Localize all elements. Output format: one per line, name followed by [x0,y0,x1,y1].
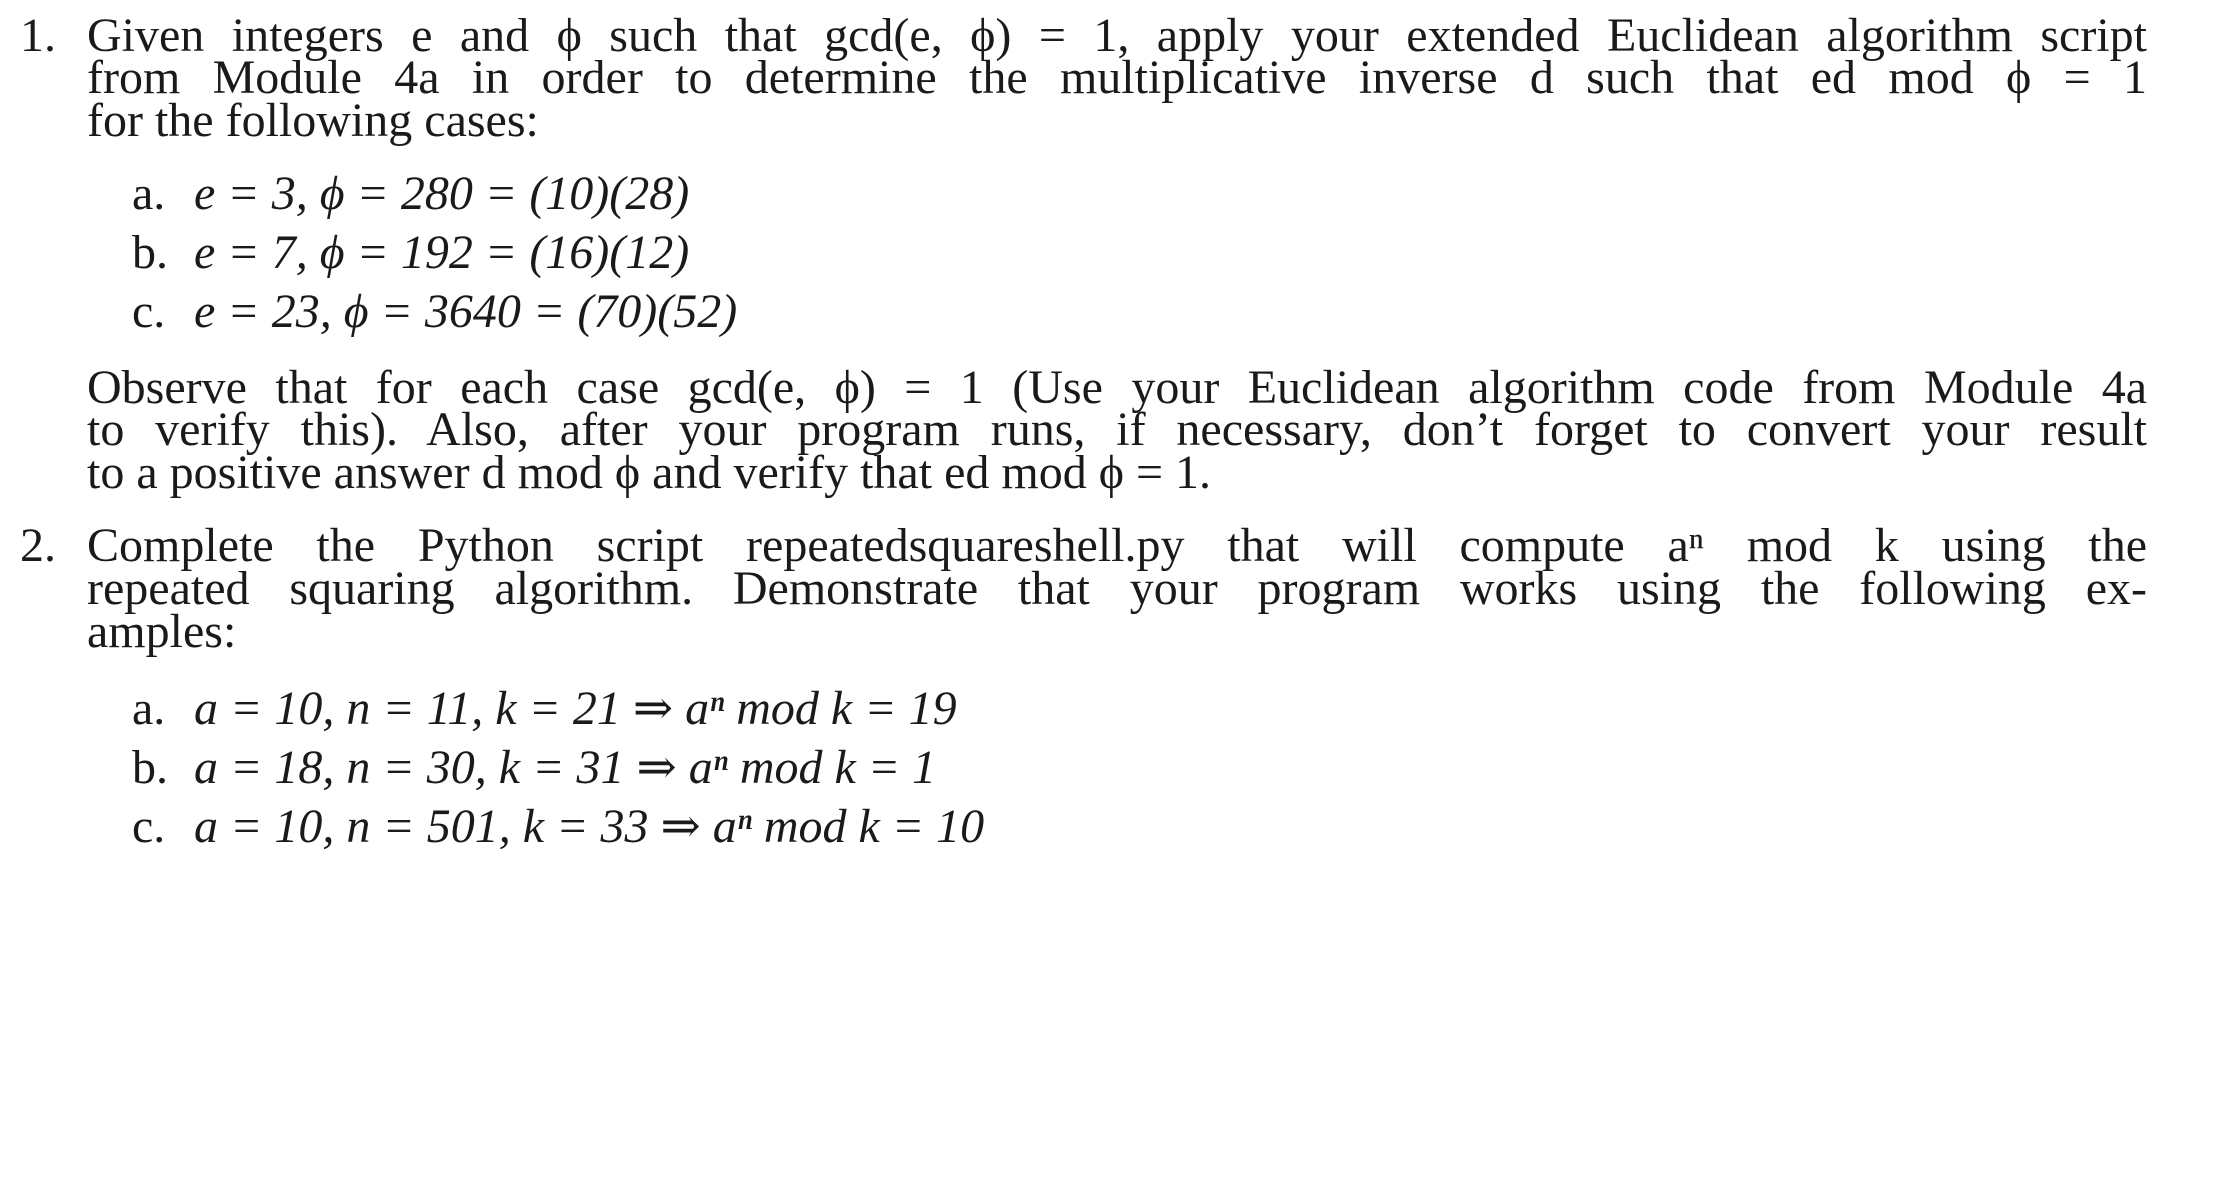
case-label: b. [132,226,168,279]
problem-text-line: repeated squaring algorithm. Demonstrate that your program works using the following ex- [87,562,2147,615]
case-item [132,739,936,795]
case-label: c. [132,800,166,853]
case-label: a. [132,682,166,735]
problem-text-line: for the following cases: [87,94,539,147]
case-item [132,166,689,221]
problem-text-line: Complete the Python script repeatedsquareshell.py that will compute aⁿ mod k using the [87,519,2147,572]
case-expression: e = 3, ϕ = 280 = (10)(28) [194,167,690,220]
problem-number: 1. [20,9,56,62]
case-label: a. [132,167,166,220]
case-label: c. [132,285,166,338]
case-item [132,284,737,339]
note-text-line: to a positive answer d mod ϕ and verify that ed mod ϕ = 1. [87,446,1212,499]
case-expression: a = 10, n = 501, k = 33 ⇒ aⁿ mod k = 10 [194,800,985,853]
problem-text-line: from Module 4a in order to determine the multiplicative inverse d such that ed mod ϕ = 1 [87,51,2147,104]
case-label: b. [132,741,168,794]
case-expression: e = 7, ϕ = 192 = (16)(12) [194,226,690,279]
problem-text-line: amples: [87,605,237,658]
case-item [132,680,957,736]
case-item [132,798,984,854]
note-text-line: Observe that for each case gcd(e, ϕ) = 1 (Use your Euclidean algorithm code from Module 4a [87,361,2147,414]
problem-text-line: Given integers e and ϕ such that gcd(e, ϕ) = 1, apply your extended Euclidean algorithm script [87,9,2147,62]
case-expression: e = 23, ϕ = 3640 = (70)(52) [194,285,738,338]
problem-number: 2. [20,519,56,572]
case-item [132,225,689,280]
case-expression: a = 18, n = 30, k = 31 ⇒ aⁿ mod k = 1 [194,741,937,794]
note-text-line: to verify this). Also, after your program runs, if necessary, don’t forget to convert your result [87,403,2147,456]
case-expression: a = 10, n = 11, k = 21 ⇒ aⁿ mod k = 19 [194,682,957,735]
